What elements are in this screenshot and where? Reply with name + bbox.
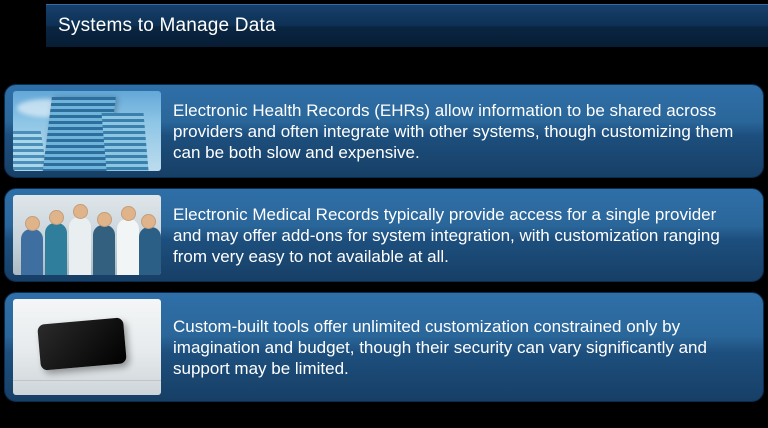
medical-staff-group-photo: [13, 195, 161, 275]
person-head-shape: [97, 212, 112, 227]
row-text: Electronic Medical Records typically provide access for a single provider and may offer add-ons for system integration, with customization ranging from very easy to not available at all.: [173, 204, 720, 266]
person-head-shape: [141, 214, 156, 229]
page-title: Systems to Manage Data: [58, 15, 276, 36]
person-head-shape: [49, 210, 64, 225]
person-head-shape: [25, 216, 40, 231]
person-shape: [45, 223, 67, 275]
content-row: [4, 292, 764, 402]
person-shape: [117, 219, 139, 275]
office-building-photo: [13, 91, 161, 171]
person-shape: [139, 227, 161, 275]
person-shape: [21, 229, 43, 275]
row-text: Custom-built tools offer unlimited customization constrained only by imagination and budget, though their security can vary significantly and support may be limited.: [173, 316, 707, 378]
person-head-shape: [121, 206, 136, 221]
content-row: [4, 188, 764, 282]
content-row: [4, 84, 764, 178]
building-shape-right: [102, 113, 151, 171]
person-shape: [69, 217, 91, 275]
desk-edge-line: [13, 380, 161, 381]
person-head-shape: [73, 204, 88, 219]
title-bar: [46, 4, 768, 47]
tablet-shape: [37, 317, 127, 370]
tablet-device-photo: [13, 299, 161, 395]
row-text: Electronic Health Records (EHRs) allow information to be shared across providers and often integrate with other systems, though customizing them can be both slow and expensive.: [173, 100, 734, 162]
person-shape: [93, 225, 115, 275]
